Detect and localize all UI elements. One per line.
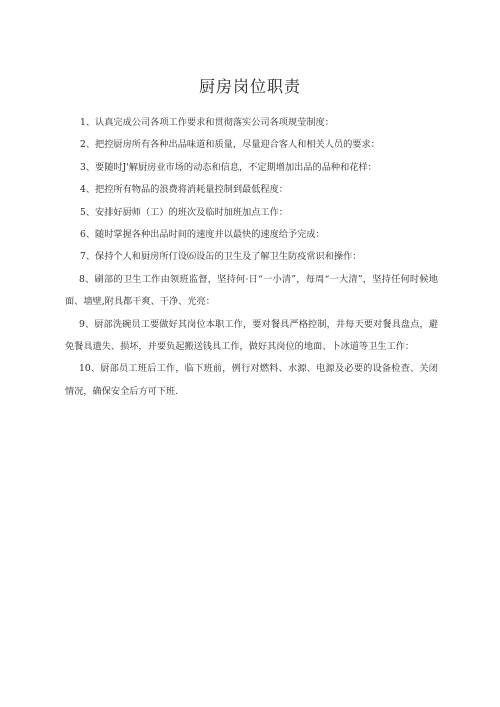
duty-item-3: 3、要随时J'解厨房业市场的动态和信息，不定期增加出品的品种和花样：	[80, 161, 377, 173]
duty-item-10: 10、厨部员工班后工作，临下班前，例行对燃料、水源、电源及必要的设备检查、关闭情况，确保安全后方可下班.	[65, 363, 438, 397]
duty-item-9: 9、厨部洗碗员工要做好其岗位本职工作，要对餐具严格控制，井每天要对餐具盘点，避免餐具遗失、损坏，并要负起搬送钱具工作，做好其岗位的地面、卜冰道等卫生工作：	[65, 318, 438, 353]
duty-list	[66, 112, 438, 403]
duty-item-7: 7、保持个人和厨房所仃设⑹设缶的卫生及了解卫生防疫常识和操作：	[80, 251, 362, 263]
document-title: 厨房岗位职责	[198, 77, 301, 96]
duty-item-4: 4、把控所有物品的浪费将消耗量控制到最低程度：	[80, 184, 288, 196]
duty-item-5: 5、安排好厨师（工）的班次及临时加班加点工作：	[80, 206, 288, 218]
duty-item-1: 1、认真完成公司各项工作要求和贯彻落实公司各项规莹制度：	[80, 117, 334, 128]
duty-item-2: 2、把控厨房所有各种出品味道和质量，尽量迎合客人和相关人员的要求：	[80, 139, 380, 151]
duty-item-6: 6、随时掌握各种出品时间的速度并以最快的速度给予完成：	[80, 229, 325, 241]
duty-item-8: 8、刷部的卫生工作由领班监督，坚持何·日“一小清”，每周“一大清”，坚持任何时候地面、墙壁,附具都干爽、干净、光亮：	[65, 273, 438, 308]
